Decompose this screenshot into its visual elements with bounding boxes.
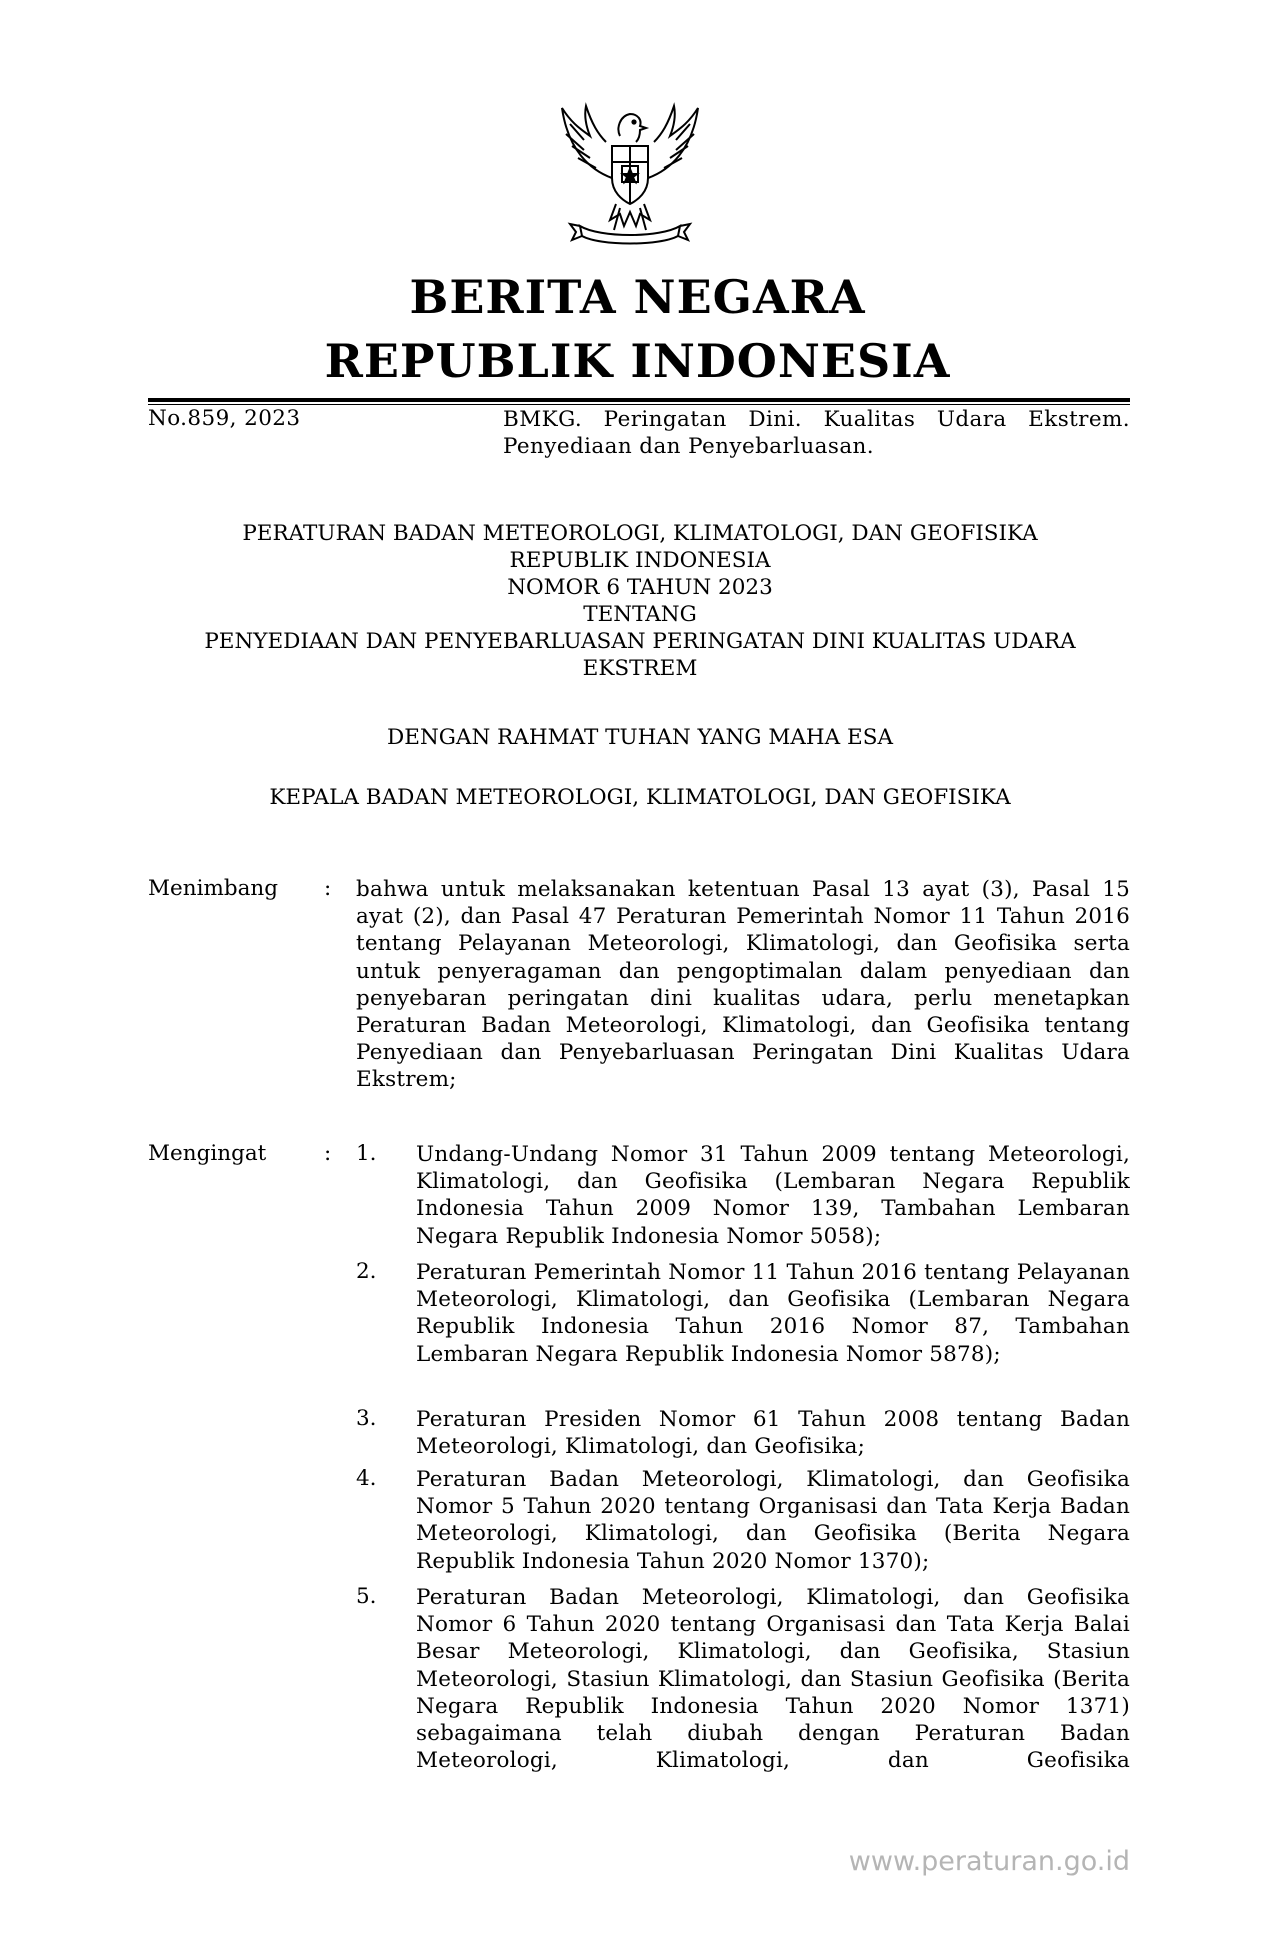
gazette-title-line2: REPUBLIK INDONESIA	[324, 334, 951, 388]
list-item-number: 1.	[356, 1141, 377, 1166]
list-item: Peraturan Badan Meteorologi, Klimatologi, dan Geofisika Nomor 6 Tahun 2020 tentang Organisasi dan Tata Kerja Balai Besar Meteorologi, Klimatologi, dan Geofisika, Stasiun Meteorologi, Stasiun Klimatologi, dan Stasiun Geofisika (Berita Negara Republik Indonesia Tahun 2020 Nomor 1371) sebagaimana telah diubah dengan Peraturan Badan Meteorologi, Klimatologi, dan Geofisika	[416, 1585, 1130, 1774]
header-rule-thick	[148, 398, 1130, 402]
gazette-number: No.859, 2023	[148, 406, 301, 431]
list-item-number: 3.	[356, 1406, 377, 1431]
list-item: Peraturan Badan Meteorologi, Klimatologi, dan Geofisika Nomor 5 Tahun 2020 tentang Organisasi dan Tata Kerja Badan Meteorologi, Klimatologi, dan Geofisika (Berita Negara Republik Indonesia Tahun 2020 Nomor 1370);	[416, 1467, 1130, 1574]
menimbang-label: Menimbang	[148, 876, 279, 901]
regulation-subject-line2: EKSTREM	[582, 656, 698, 681]
list-item: Undang-Undang Nomor 31 Tahun 2009 tentang Meteorologi, Klimatologi, dan Geofisika (Lembaran Negara Republik Indonesia Tahun 2009 Nomor 139, Tambahan Lembaran Negara Republik Indonesia Nomor 5058);	[416, 1142, 1130, 1249]
regulation-tentang: TENTANG	[583, 602, 697, 627]
menimbang-text: bahwa untuk melaksanakan ketentuan Pasal 13 ayat (3), Pasal 15 ayat (2), dan Pasal 47 Peraturan Pemerintah Nomor 11 Tahun 2016 tentang Pelayanan Meteorologi, Klimatologi, dan Geofisika serta untuk penyeragaman dan pengoptimalan dalam penyediaan dan penyebaran peringatan dini kualitas udara, perlu menetapkan Peraturan Badan Meteorologi, Klimatologi, dan Geofisika tentang Penyediaan dan Penyebarluasan Peringatan Dini Kualitas Udara Ekstrem;	[356, 877, 1130, 1093]
mengingat-label: Mengingat	[148, 1141, 267, 1166]
list-item: Peraturan Presiden Nomor 61 Tahun 2008 tentang Badan Meteorologi, Klimatologi, dan Geofisika;	[416, 1407, 1130, 1460]
regulation-title-line2: REPUBLIK INDONESIA	[509, 548, 771, 573]
gazette-subject: BMKG. Peringatan Dini. Kualitas Udara Ekstrem. Penyediaan dan Penyebarluasan.	[503, 407, 1130, 459]
list-item-number: 2.	[356, 1259, 377, 1284]
mengingat-colon: :	[324, 1141, 332, 1166]
menimbang-colon: :	[324, 876, 332, 901]
regulation-title-line1: PERATURAN BADAN METEOROLOGI, KLIMATOLOGI, DAN GEOFISIKA	[242, 521, 1038, 546]
preamble-mercy: DENGAN RAHMAT TUHAN YANG MAHA ESA	[387, 725, 893, 750]
preamble-head: KEPALA BADAN METEOROLOGI, KLIMATOLOGI, DAN GEOFISIKA	[269, 785, 1011, 810]
regulation-heading	[140, 520, 1140, 682]
list-item: Peraturan Pemerintah Nomor 11 Tahun 2016 tentang Pelayanan Meteorologi, Klimatologi, dan Geofisika (Lembaran Negara Republik Indonesia Tahun 2016 Nomor 87, Tambahan Lembaran Negara Republik Indonesia Nomor 5878);	[416, 1260, 1130, 1367]
regulation-number: NOMOR 6 TAHUN 2023	[507, 575, 773, 600]
list-item-number: 5.	[356, 1584, 377, 1609]
header-rule-thin	[148, 404, 1130, 405]
gazette-title-line1: BERITA NEGARA	[409, 270, 866, 324]
list-item-number: 4.	[356, 1466, 377, 1491]
garuda-emblem-icon	[550, 100, 710, 248]
footer-watermark: www.peraturan.go.id	[848, 1846, 1130, 1877]
regulation-subject-line1: PENYEDIAAN DAN PENYEBARLUASAN PERINGATAN DINI KUALITAS UDARA	[204, 629, 1076, 654]
